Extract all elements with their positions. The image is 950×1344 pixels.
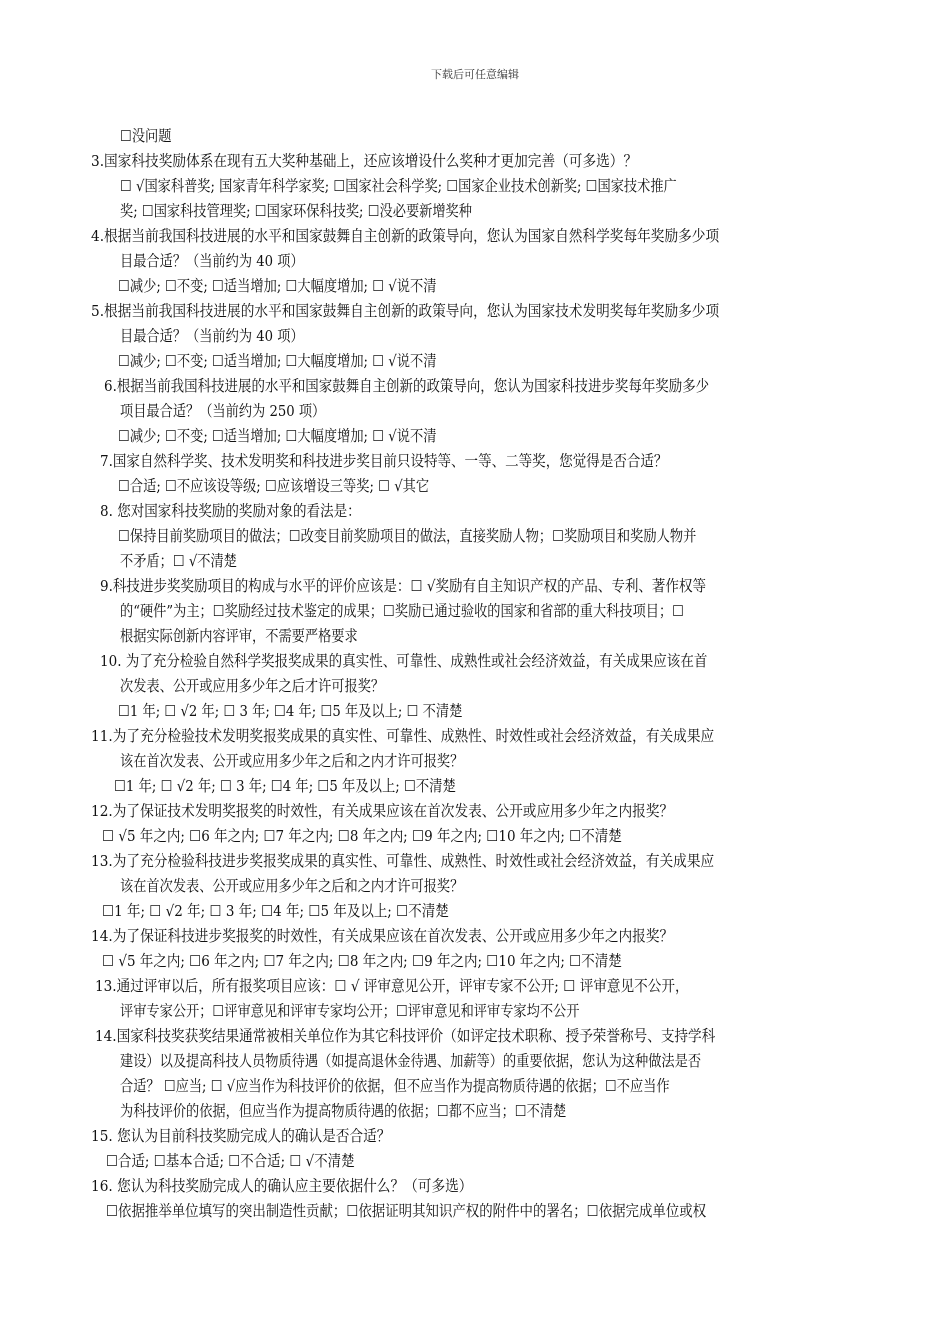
text-line: ☐1 年; ☐ √2 年; ☐ 3 年; ☐4 年; ☐5 年及以上; ☐不清楚	[114, 777, 456, 795]
text-line: 不矛盾；☐ √不清楚	[120, 552, 237, 570]
text-line: 根据实际创新内容评审，不需要严格要求	[120, 627, 358, 645]
question-5: 5.根据当前我国科技进展的水平和国家鼓舞自主创新的政策导向，您认为国家技术发明奖每年奖励多少项	[91, 302, 720, 320]
question-13b: 13.通过评审以后，所有报奖项目应该：☐ √ 评审意见公开，评审专家不公开; ☐ 评审意见不公开，	[95, 977, 689, 995]
text-line: 的“硬件”为主；☐奖励经过技术鉴定的成果；☐奖励已通过验收的国家和省部的重大科技项目；☐	[120, 602, 685, 620]
page-header: 下载后可任意编辑	[431, 68, 519, 81]
text-line: 奖; ☐国家科技管理奖; ☐国家环保科技奖; ☐没必要新增奖种	[120, 202, 472, 220]
text-line: 次发表、公开或应用多少年之后才许可报奖？	[120, 677, 385, 695]
question-9: 9.科技进步奖奖励项目的构成与水平的评价应该是：☐ √奖励有自主知识产权的产品、专利、著作权等	[100, 577, 707, 595]
question-14: 14.为了保证科技进步奖报奖的时效性，有关成果应该在首次发表、公开或应用多少年之内报奖？	[91, 927, 674, 945]
text-line: ☐没问题	[120, 127, 172, 145]
text-line: ☐ √5 年之内; ☐6 年之内; ☐7 年之内; ☐8 年之内; ☐9 年之内; ☐10 年之内; ☐不清楚	[102, 952, 622, 970]
text-line: 评审专家公开；☐评审意见和评审专家均公开；☐评审意见和评审专家均不公开	[120, 1002, 580, 1020]
question-8: 8. 您对国家科技奖励的奖励对象的看法是：	[100, 502, 361, 520]
text-line: ☐依据推举单位填写的突出制造性贡献；☐依据证明其知识产权的附件中的署名；☐依据完成单位或权	[106, 1202, 707, 1220]
text-line: ☐1 年; ☐ √2 年; ☐ 3 年; ☐4 年; ☐5 年及以上; ☐ 不清楚	[118, 702, 463, 720]
text-line: ☐1 年; ☐ √2 年; ☐ 3 年; ☐4 年; ☐5 年及以上; ☐不清楚	[102, 902, 449, 920]
text-line: 目最合适？（当前约为 40 项）	[120, 252, 304, 270]
text-line: ☐减少; ☐不变; ☐适当增加; ☐大幅度增加; ☐ √说不清	[118, 352, 437, 370]
question-3: 3.国家科技奖励体系在现有五大奖种基础上，还应该增设什么奖种才更加完善（可多选）？	[91, 152, 638, 170]
text-line: 项目最合适？（当前约为 250 项）	[120, 402, 326, 420]
question-14b: 14.国家科技奖获奖结果通常被相关单位作为其它科技评价（如评定技术职称、授予荣誉称号、支持学科	[95, 1027, 716, 1045]
question-4: 4.根据当前我国科技进展的水平和国家鼓舞自主创新的政策导向，您认为国家自然科学奖每年奖励多少项	[91, 227, 720, 245]
text-line: 该在首次发表、公开或应用多少年之后和之内才许可报奖？	[120, 752, 464, 770]
text-line: 目最合适？（当前约为 40 项）	[120, 327, 304, 345]
text-line: 建设）以及提高科技人员物质待遇（如提高退休金待遇、加薪等）的重要依据，您认为这种做法是否	[120, 1052, 702, 1070]
text-line: ☐ √5 年之内; ☐6 年之内; ☐7 年之内; ☐8 年之内; ☐9 年之内; ☐10 年之内; ☐不清楚	[102, 827, 622, 845]
question-16: 16. 您认为科技奖励完成人的确认应主要依据什么？（可多选）	[91, 1177, 473, 1195]
text-line: 合适？ ☐应当; ☐ √应当作为科技评价的依据，但不应当作为提高物质待遇的依据；☐不应当作	[120, 1077, 670, 1095]
text-line: 该在首次发表、公开或应用多少年之后和之内才许可报奖？	[120, 877, 464, 895]
text-line: ☐ √国家科普奖; 国家青年科学家奖; ☐国家社会科学奖; ☐国家企业技术创新奖; ☐国家技术推广	[120, 177, 677, 195]
text-line: ☐保持目前奖励项目的做法；☐改变目前奖励项目的做法，直接奖励人物；☐奖励项目和奖励人物并	[118, 527, 697, 545]
text-line: ☐减少; ☐不变; ☐适当增加; ☐大幅度增加; ☐ √说不清	[118, 427, 437, 445]
text-line: ☐减少; ☐不变; ☐适当增加; ☐大幅度增加; ☐ √说不清	[118, 277, 437, 295]
text-line: 为科技评价的依据，但应当作为提高物质待遇的依据；☐都不应当；☐不清楚	[120, 1102, 567, 1120]
text-line: ☐合适; ☐基本合适; ☐不合适; ☐ √不清楚	[106, 1152, 355, 1170]
question-7: 7.国家自然科学奖、技术发明奖和科技进步奖目前只设特等、一等、二等奖，您觉得是否合适？	[100, 452, 668, 470]
question-12: 12.为了保证技术发明奖报奖的时效性，有关成果应该在首次发表、公开或应用多少年之内报奖？	[91, 802, 674, 820]
question-10: 10. 为了充分检验自然科学奖报奖成果的真实性、可靠性、成熟性或社会经济效益，有关成果应该在首	[100, 652, 708, 670]
question-6: 6.根据当前我国科技进展的水平和国家鼓舞自主创新的政策导向，您认为国家科技进步奖每年奖励多少	[104, 377, 710, 395]
text-line: ☐合适; ☐不应该设等级; ☐应该增设三等奖; ☐ √其它	[118, 477, 430, 495]
question-13: 13.为了充分检验科技进步奖报奖成果的真实性、可靠性、成熟性、时效性或社会经济效益，有关成果应	[91, 852, 715, 870]
question-11: 11.为了充分检验技术发明奖报奖成果的真实性、可靠性、成熟性、时效性或社会经济效益，有关成果应	[91, 727, 715, 745]
question-15: 15. 您认为目前科技奖励完成人的确认是否合适？	[91, 1127, 391, 1145]
document-body	[0, 124, 950, 1224]
